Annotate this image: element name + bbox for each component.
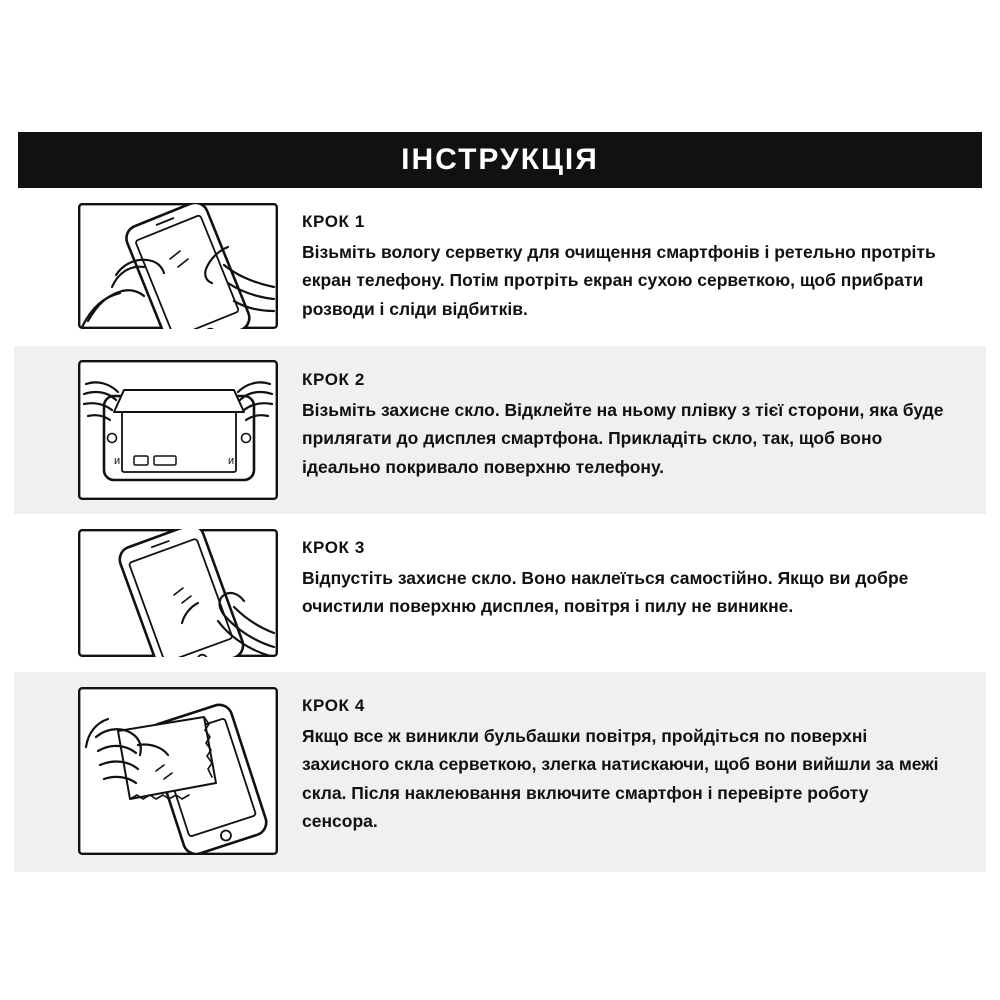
svg-text:и: и bbox=[114, 455, 121, 467]
svg-text:и: и bbox=[228, 455, 235, 467]
steps-list bbox=[14, 188, 986, 872]
step-text: Відпустіть захисне скло. Воно наклеїться самостійно. Якщо ви добре очистили поверхню дисплея, повітря і пилу не виникне. bbox=[302, 568, 909, 617]
step-item bbox=[14, 346, 986, 514]
step-title: КРОК 4 bbox=[302, 696, 365, 715]
step-title: КРОК 1 bbox=[302, 212, 365, 231]
step-body bbox=[302, 528, 986, 621]
step-title: КРОК 2 bbox=[302, 370, 365, 389]
step-item bbox=[14, 672, 986, 872]
step-body bbox=[302, 360, 986, 481]
page-title-bar bbox=[18, 132, 982, 188]
finger-releasing-glass-icon bbox=[72, 528, 284, 658]
hand-wiping-phone-icon bbox=[72, 202, 284, 330]
step-text: Візьміть захисне скло. Відклейте на ньому плівку з тієї сторони, яка буде прилягати до дисплея смартфона. Прикладіть скло, так, щоб воно ідеально покривало поверхню телефону. bbox=[302, 400, 944, 477]
step-item bbox=[14, 188, 986, 346]
step-title: КРОК 3 bbox=[302, 538, 365, 557]
step-body bbox=[302, 202, 986, 323]
step-item bbox=[14, 514, 986, 672]
step-body bbox=[302, 686, 986, 835]
two-hands-aligning-glass-icon bbox=[72, 360, 284, 500]
step-text: Якщо все ж виникли бульбашки повітря, пройдіться по поверхні захисного скла серветкою, злегка натискаючи, щоб вони вийшли за межі скла. Після наклеювання включите смартфон і перевірте роботу сенсора. bbox=[302, 726, 939, 832]
step-text: Візьміть вологу серветку для очищення смартфонів і ретельно протріть екран телефону. Потім протріть екран сухою серветкою, щоб прибрати розводи і сліди відбитків. bbox=[302, 242, 936, 319]
hand-with-cloth-on-phone-icon bbox=[72, 686, 284, 856]
page-title: ІНСТРУКЦІЯ bbox=[401, 143, 599, 176]
